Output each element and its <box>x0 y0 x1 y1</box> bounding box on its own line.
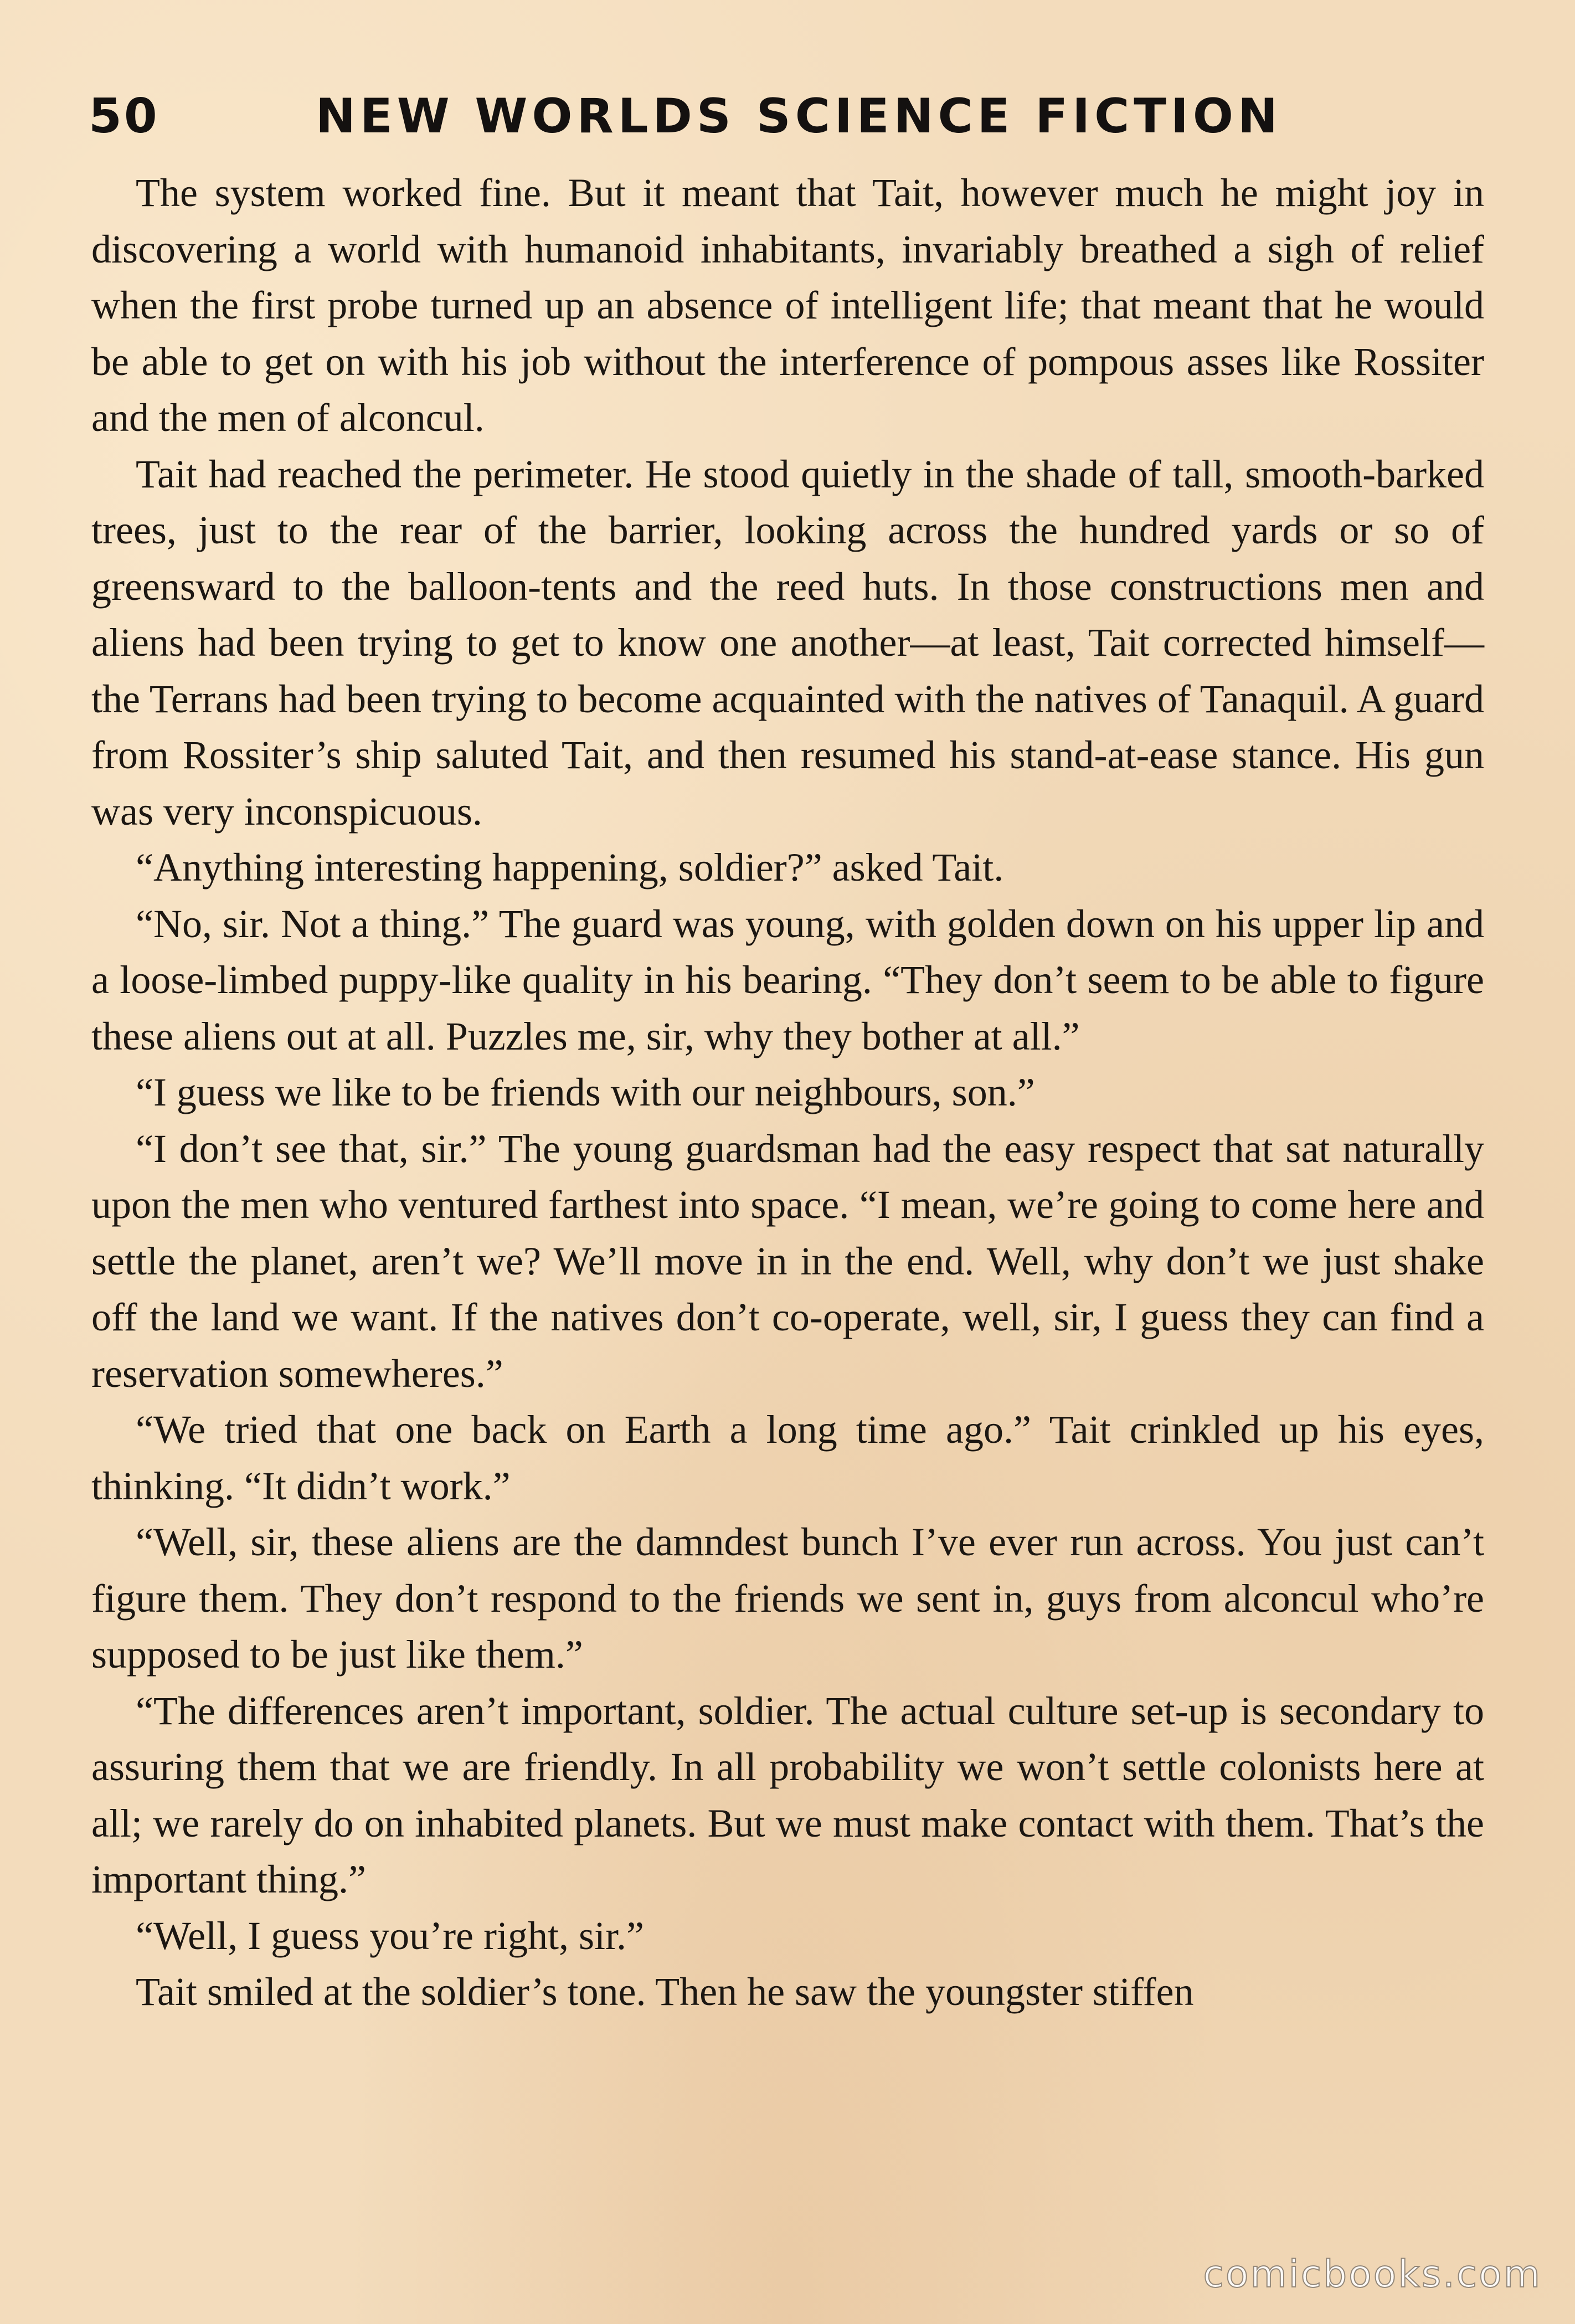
journal-title: NEW WORLDS SCIENCE FICTION <box>316 89 1282 144</box>
paragraph: “Well, sir, these aliens are the damndest bunch I’ve ever run across. You just can’t figure them. They don’t respond to the friends we sent in, guys from alconcul who’re supposed to be just like them.” <box>91 1520 1484 1677</box>
paragraph: Tait had reached the perimeter. He stood quietly in the shade of tall, smooth-barked trees, just to the rear of the barrier, looking across the hundred yards or so of greensward to the balloon-tents and the reed huts. In those constructions men and aliens had been trying to get to know one another—at least, Tait corrected himself—the Terrans had been trying to become acquainted with the natives of Tanaquil. A guard from Rossiter’s ship saluted Tait, and then resumed his stand-at-ease stance. His gun was very inconspicuous. <box>91 451 1484 834</box>
paragraph: “I guess we like to be friends with our neighbours, son.” <box>136 1070 1035 1114</box>
site-watermark: comicbooks.com <box>1203 2253 1542 2296</box>
paragraph: “No, sir. Not a thing.” The guard was young, with golden down on his upper lip and a loose-limbed puppy-like quality in his bearing. “They don’t seem to be able to figure these aliens out at all. Puzzles me, sir, why they bother at all.” <box>91 901 1484 1058</box>
paragraph: “Anything interesting happening, soldier?” asked Tait. <box>136 845 1004 890</box>
story-text <box>91 165 1484 2020</box>
running-head <box>89 83 1495 150</box>
paragraph: “We tried that one back on Earth a long time ago.” Tait crinkled up his eyes, thinking. “It didn’t work.” <box>91 1407 1484 1508</box>
paragraph: Tait smiled at the soldier’s tone. Then he saw the youngster stiffen <box>136 1970 1194 2014</box>
page-number: 50 <box>89 89 159 144</box>
paragraph: “Well, I guess you’re right, sir.” <box>136 1913 644 1958</box>
paragraph: “I don’t see that, sir.” The young guardsman had the easy respect that sat naturally upon the men who ventured farthest into space. “I mean, we’re going to come here and settle the planet, aren’t we? We’ll move in in the end. Well, why don’t we just shake off the land we want. If the natives don’t co-operate, well, sir, I guess they can find a reservation somewheres.” <box>91 1126 1484 1396</box>
paragraph: “The differences aren’t important, soldier. The actual culture set-up is secondary to assuring them that we are friendly. In all probability we won’t settle colonists here at all; we rarely do on inhabited planets. But we must make contact with them. That’s the important thing.” <box>91 1688 1484 1901</box>
paragraph: The system worked fine. But it meant that Tait, however much he might joy in discovering a world with humanoid inhabitants, invariably breathed a sigh of relief when the first probe turned up an absence of intelligent life; that meant that he would be able to get on with his job without the interference of pompous asses like Rossiter and the men of alconcul. <box>91 171 1484 440</box>
